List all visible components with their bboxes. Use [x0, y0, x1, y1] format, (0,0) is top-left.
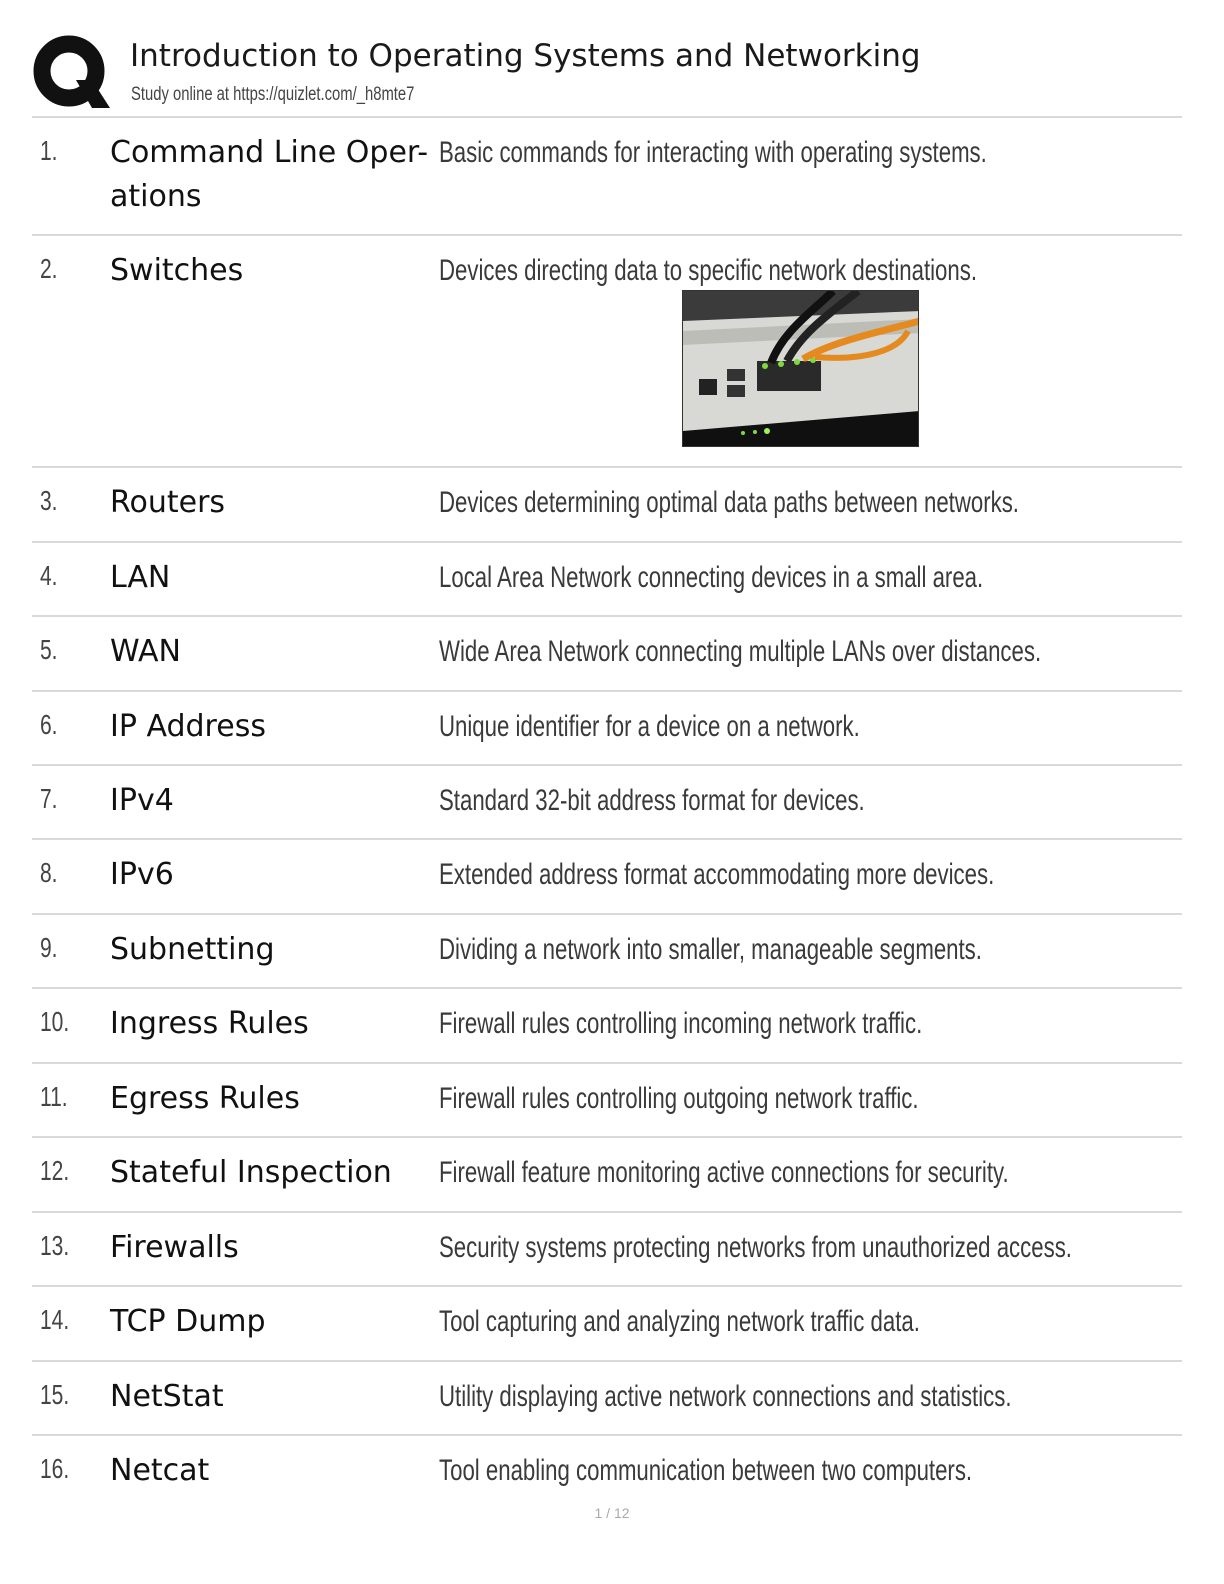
item-number: 10.: [40, 1006, 70, 1037]
item-term: Stateful Inspection: [110, 1155, 392, 1190]
item-number: 2.: [40, 253, 58, 284]
list-item: [32, 468, 1182, 543]
item-definition: Tool capturing and analyzing network traffic data.: [439, 1305, 920, 1338]
list-item: [32, 236, 1182, 468]
list-item: [32, 692, 1182, 766]
item-term: [110, 131, 440, 219]
item-definition: Firewall feature monitoring active connections for security.: [439, 1156, 1009, 1189]
item-number: 3.: [40, 485, 58, 516]
item-number: 16.: [40, 1453, 70, 1484]
item-definition: Firewall rules controlling outgoing network traffic.: [439, 1082, 919, 1115]
list-item: [32, 1287, 1182, 1362]
item-number: 5.: [40, 634, 58, 665]
list-item: [32, 1362, 1182, 1436]
item-definition: Firewall rules controlling incoming network traffic.: [439, 1007, 923, 1040]
item-term: LAN: [110, 560, 171, 595]
item-term: Subnetting: [110, 932, 275, 967]
item-term: IPv6: [110, 857, 174, 892]
item-term: Netcat: [110, 1453, 210, 1488]
item-number: 13.: [40, 1230, 70, 1261]
item-definition: Wide Area Network connecting multiple LANs over distances.: [439, 635, 1042, 668]
quizlet-logo-icon: [32, 34, 110, 112]
list-item: [32, 543, 1182, 617]
item-term: Ingress Rules: [110, 1006, 309, 1041]
list-item: [32, 989, 1182, 1064]
list-item: [32, 617, 1182, 692]
item-definition: Devices directing data to specific network destinations.: [439, 254, 978, 287]
list-item: [32, 1436, 1182, 1510]
item-definition: Extended address format accommodating more devices.: [439, 858, 995, 891]
item-definition: Dividing a network into smaller, manageable segments.: [439, 933, 982, 966]
item-number: 8.: [40, 857, 58, 888]
item-term: Switches: [110, 253, 244, 288]
item-term-line: ations: [110, 179, 202, 214]
page-number: 1 / 12: [594, 1505, 630, 1521]
item-definition: Security systems protecting networks from unauthorized access.: [439, 1231, 1072, 1264]
item-number: 7.: [40, 783, 58, 814]
item-definition: Unique identifier for a device on a network.: [439, 710, 860, 743]
list-item: [32, 1138, 1182, 1213]
study-link[interactable]: Study online at https://quizlet.com/_h8mte7: [131, 84, 415, 105]
item-number: 14.: [40, 1304, 70, 1335]
flashcard-list: [32, 118, 1182, 1510]
item-term-line: Command Line Oper-: [110, 135, 429, 170]
item-number: 6.: [40, 709, 58, 740]
item-definition: Devices determining optimal data paths between networks.: [439, 486, 1019, 519]
item-definition: Local Area Network connecting devices in a small area.: [439, 561, 984, 594]
item-term: WAN: [110, 634, 181, 669]
item-definition: Utility displaying active network connections and statistics.: [439, 1380, 1012, 1413]
item-term: IP Address: [110, 709, 266, 744]
item-term: NetStat: [110, 1379, 224, 1414]
list-item: [32, 1213, 1182, 1287]
item-definition: Basic commands for interacting with operating systems.: [439, 136, 987, 169]
list-item: [32, 1064, 1182, 1138]
item-term: Egress Rules: [110, 1081, 300, 1116]
item-number: 11.: [40, 1081, 68, 1112]
item-definition: Tool enabling communication between two computers.: [439, 1454, 973, 1487]
item-term: Routers: [110, 485, 226, 520]
document-header: [32, 30, 1182, 114]
item-term: IPv4: [110, 783, 174, 818]
list-item: [32, 766, 1182, 840]
item-number: 12.: [40, 1155, 70, 1186]
list-item: [32, 118, 1182, 236]
item-number: 4.: [40, 560, 58, 591]
page-title: Introduction to Operating Systems and Networking: [130, 38, 921, 74]
item-term: TCP Dump: [110, 1304, 266, 1339]
network-switch-photo: [682, 290, 919, 447]
item-definition: Standard 32-bit address format for devices.: [439, 784, 865, 817]
list-item: [32, 915, 1182, 989]
item-number: 15.: [40, 1379, 70, 1410]
list-item: [32, 840, 1182, 915]
item-number: 9.: [40, 932, 58, 963]
item-term: Firewalls: [110, 1230, 239, 1265]
item-number: 1.: [40, 135, 58, 166]
